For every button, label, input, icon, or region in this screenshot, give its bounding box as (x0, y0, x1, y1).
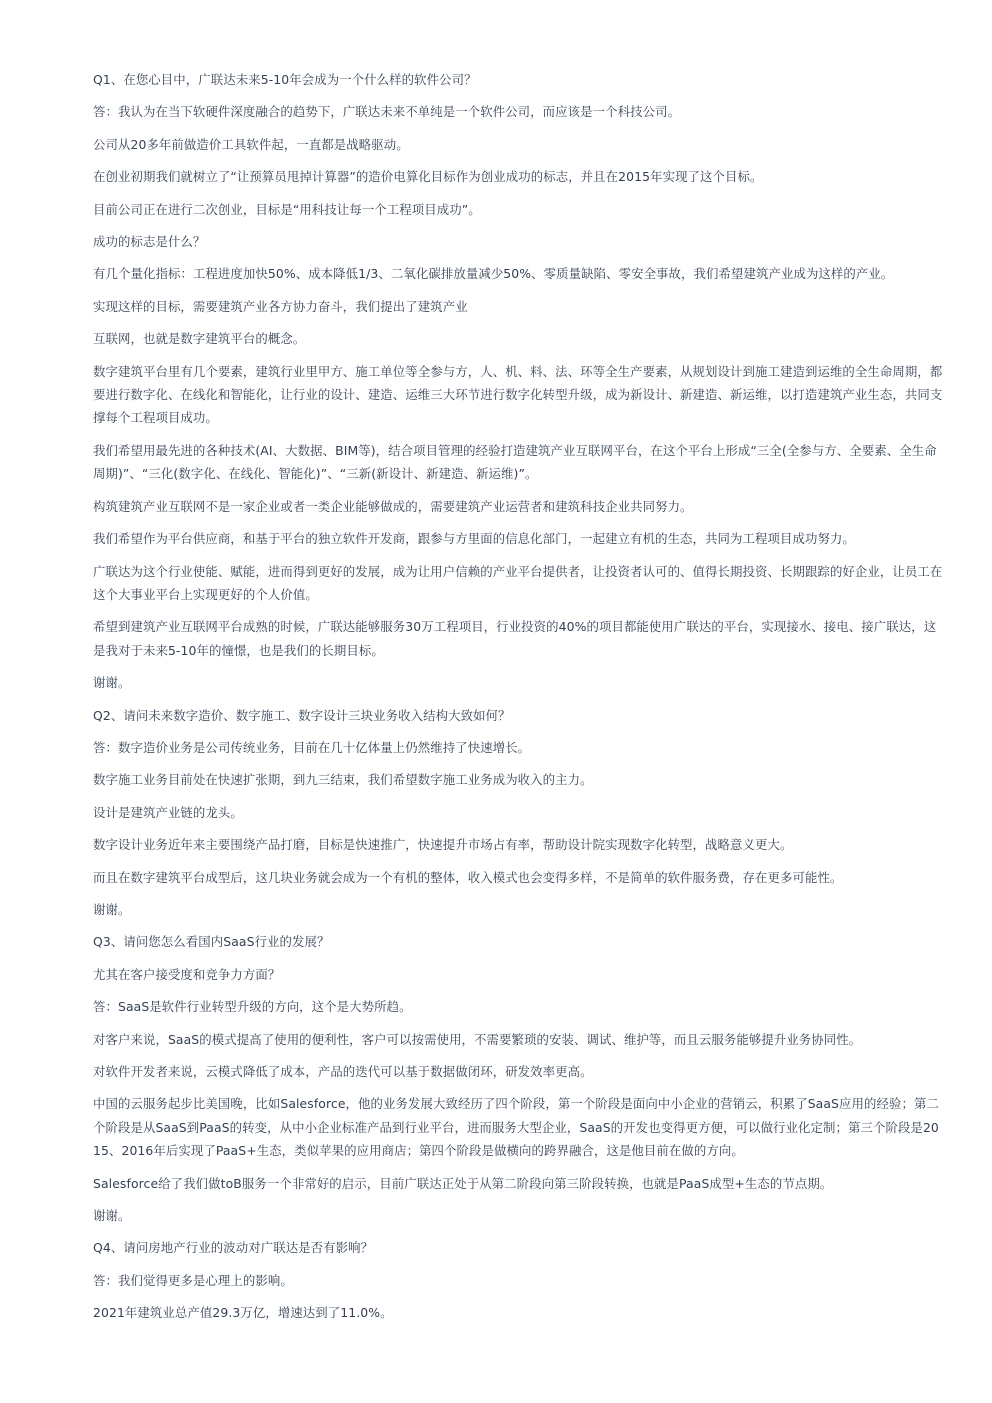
paragraph: 中国的云服务起步比美国晚，比如Salesforce，他的业务发展大致经历了四个阶段，第一个阶段是面向中小企业的营销云，积累了SaaS应用的经验；第二个阶段是从SaaS到PaaS的转变，从中小企业标准产品到行业平台，进而服务大型企业，SaaS的开发也变得更方便，可以做行业化定制；第三个阶段是2015、2016年后实现了PaaS+生态，类似苹果的应用商店；第四个阶段是做横向的跨界融合，这是他目前在做的方向。 (93, 1096, 939, 1159)
paragraph: 设计是建筑产业链的龙头。 (93, 804, 243, 820)
paragraph: 有几个量化指标：工程进度加快50%、成本降低1/3、二氧化碳排放量减少50%、零质量缺陷、零安全事故，我们希望建筑产业成为这样的产业。 (93, 266, 894, 282)
paragraph: 实现这样的目标，需要建筑产业各方协力奋斗，我们提出了建筑产业 (93, 298, 468, 314)
paragraph: Q3、请问您怎么看国内SaaS行业的发展？ (93, 934, 330, 950)
paragraph: 数字施工业务目前处在快速扩张期，到九三结束，我们希望数字施工业务成为收入的主力。 (93, 772, 593, 788)
paragraph: 希望到建筑产业互联网平台成熟的时候，广联达能够服务30万工程项目，行业投资的40%的项目都能使用广联达的平台，实现接水、接电、接广联达，这是我对于未来5-10年的憧憬，也是我们的长期目标。 (93, 619, 937, 658)
paragraph: Q1、在您心目中，广联达未来5-10年会成为一个什么样的软件公司？ (93, 72, 477, 87)
paragraph: 公司从20多年前做造价工具软件起，一直都是战略驱动。 (93, 136, 409, 152)
paragraph: 我们希望用最先进的各种技术(AI、大数据、BIM等)，结合项目管理的经验打造建筑产业互联网平台，在这个平台上形成“三全(全参与方、全要素、全生命周期)”、“三化(数字化、在线化、智能化)”、“三新(新设计、新建造、新运维)”。 (93, 442, 937, 482)
paragraph: 我们希望作为平台供应商，和基于平台的独立软件开发商，跟参与方里面的信息化部门，一起建立有机的生态，共同为工程项目成功努力。 (93, 531, 855, 547)
paragraph: 2021年建筑业总产值29.3万亿，增速达到了11.0%。 (93, 1305, 393, 1321)
paragraph: 构筑建筑产业互联网不是一家企业或者一类企业能够做成的，需要建筑产业运营者和建筑科技企业共同努力。 (93, 498, 693, 514)
paragraph: 谢谢。 (93, 901, 131, 917)
paragraph: Q4、请问房地产行业的波动对广联达是否有影响？ (93, 1240, 374, 1256)
paragraph: 尤其在客户接受度和竞争力方面？ (93, 966, 281, 982)
paragraph: 目前公司正在进行二次创业，目标是“用科技让每一个工程项目成功”。 (93, 201, 481, 217)
paragraph: Q2、请问未来数字造价、数字施工、数字设计三块业务收入结构大致如何？ (93, 707, 511, 723)
document-body (93, 68, 945, 1334)
paragraph: 谢谢。 (93, 675, 131, 691)
paragraph: 答：我认为在当下软硬件深度融合的趋势下，广联达未来不单纯是一个软件公司，而应该是一个科技公司。 (93, 104, 681, 120)
paragraph: 数字建筑平台里有几个要素，建筑行业里甲方、施工单位等全参与方，人、机、料、法、环等全生产要素，从规划设计到施工建造到运维的全生命周期，都要进行数字化、在线化和智能化，让行业的设计、建造、运维三大环节进行数字化转型升级，成为新设计、新建造、新运维，以打造建筑产业生态，共同支撑每个工程项目成功。 (93, 363, 943, 426)
paragraph: 谢谢。 (93, 1208, 131, 1224)
paragraph: 在创业初期我们就树立了“让预算员甩掉计算器”的造价电算化目标作为创业成功的标志，并且在2015年实现了这个目标。 (93, 169, 763, 185)
paragraph: 答：SaaS是软件行业转型升级的方向，这个是大势所趋。 (93, 999, 412, 1015)
paragraph: 数字设计业务近年来主要围绕产品打磨，目标是快速推广，快速提升市场占有率，帮助设计院实现数字化转型，战略意义更大。 (93, 837, 793, 853)
paragraph: 互联网，也就是数字建筑平台的概念。 (93, 331, 306, 347)
paragraph: 成功的标志是什么？ (93, 234, 206, 250)
paragraph: 答：我们觉得更多是心理上的影响。 (93, 1272, 293, 1288)
paragraph: 答：数字造价业务是公司传统业务，目前在几十亿体量上仍然维持了快速增长。 (93, 739, 531, 755)
paragraph: 对软件开发者来说，云模式降低了成本，产品的迭代可以基于数据做闭环，研发效率更高。 (93, 1064, 593, 1079)
paragraph: 而且在数字建筑平台成型后，这几块业务就会成为一个有机的整体，收入模式也会变得多样，不是简单的软件服务费，存在更多可能性。 (93, 869, 843, 885)
paragraph: Salesforce给了我们做toB服务一个非常好的启示，目前广联达正处于从第二阶段向第三阶段转换，也就是PaaS成型+生态的节点期。 (93, 1175, 833, 1191)
paragraph: 广联达为这个行业使能、赋能，进而得到更好的发展，成为让用户信赖的产业平台提供者，让投资者认可的、值得长期投资、长期跟踪的好企业，让员工在这个大事业平台上实现更好的个人价值。 (93, 563, 943, 602)
paragraph: 对客户来说，SaaS的模式提高了使用的便利性，客户可以按需使用，不需要繁琐的安装、调试、维护等，而且云服务能够提升业务协同性。 (93, 1031, 862, 1047)
